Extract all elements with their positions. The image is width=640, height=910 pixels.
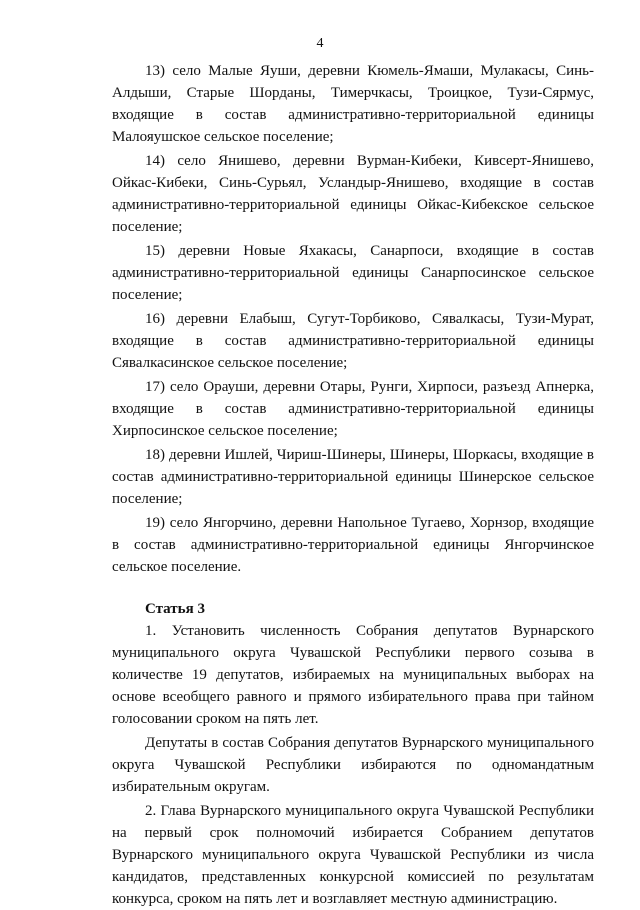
list-item-18: 18) деревни Ишлей, Чириш-Шинеры, Шинеры, Шоркасы, входящие в состав административно-территориальной единицы Шинерское сельское поселение; [112, 447, 594, 507]
list-item-19: 19) село Янгорчино, деревни Напольное Тугаево, Хорнзор, входящие в состав административно-территориальной единицы Янгорчинское сельское поселение. [112, 515, 594, 575]
article-3-paragraph-deputies: Депутаты в состав Собрания депутатов Вурнарского муниципального округа Чувашской Республики избираются по одномандатным избирательным округам. [112, 735, 594, 795]
page-number: 4 [316, 36, 324, 51]
list-item-17: 17) село Орауши, деревни Отары, Рунги, Хирпоси, разъезд Апнерка, входящие в состав административно-территориальной единицы Хирпосинское сельское поселение; [112, 379, 594, 439]
article-3-title: Статья 3 [145, 601, 205, 617]
document-body [112, 60, 594, 910]
article-3-paragraph-2: 2. Глава Вурнарского муниципального округа Чувашской Республики на первый срок полномочий избирается Собранием депутатов Вурнарского муниципального округа Чувашской Республики из числа кандидатов, представленных конкурсной комиссией по результатам конкурса, сроком на пять лет и возглавляет местную администрацию. [112, 803, 594, 907]
list-item-14: 14) село Янишево, деревни Вурман-Кибеки, Кивсерт-Янишево, Ойкас-Кибеки, Синь-Сурьял, Усландыр-Янишево, входящие в состав административно-территориальной единицы Ойкас-Кибекское сельское поселение; [112, 153, 594, 235]
list-item-15: 15) деревни Новые Яхакасы, Санарпоси, входящие в состав административно-территориальной единицы Санарпосинское сельское поселение; [112, 243, 594, 303]
article-3-paragraph-1: 1. Установить численность Собрания депутатов Вурнарского муниципального округа Чувашской Республики первого созыва в количестве 19 депутатов, избираемых на муниципальных выборах на основе всеобщего равного и прямого избирательного права при тайном голосовании сроком на пять лет. [112, 623, 594, 727]
list-item-16: 16) деревни Елабыш, Сугут-Торбиково, Сявалкасы, Тузи-Мурат, входящие в состав административно-территориальной единицы Сявалкасинское сельское поселение; [112, 311, 594, 371]
list-item-13: 13) село Малые Яуши, деревни Кюмель-Ямаши, Мулакасы, Синь-Алдыши, Старые Шорданы, Тимерчкасы, Троицкое, Тузи-Сярмус, входящие в состав административно-территориальной единицы Малояушское сельское поселение; [112, 63, 594, 145]
